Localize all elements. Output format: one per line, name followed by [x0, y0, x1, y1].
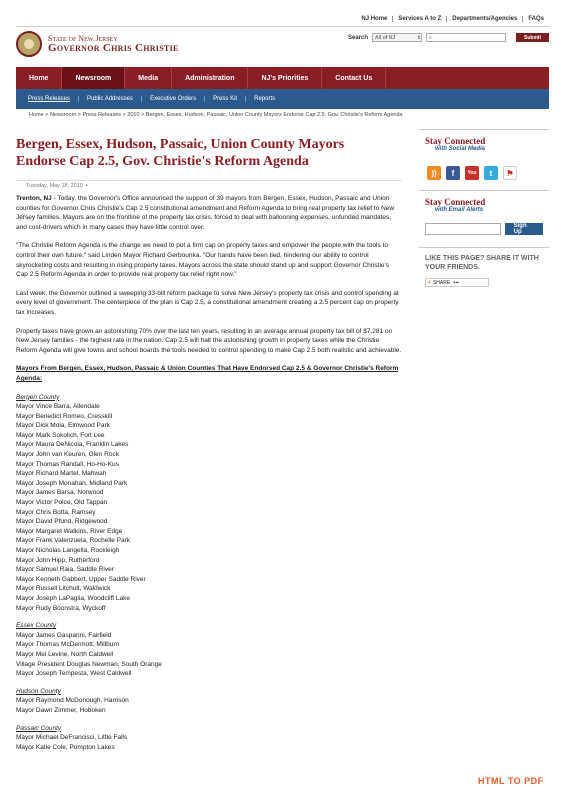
- page-title: Bergen, Essex, Hudson, Passaic, Union County Mayors Endorse Cap 2.5, Gov. Christie's Reform Agenda: [16, 137, 345, 169]
- county-lists: [16, 393, 402, 753]
- list-item: Mayor Michael DeFrancisci, Little Falls: [16, 734, 128, 742]
- list-item: Mayor James Barsa, Norwood: [16, 489, 104, 497]
- rss-icon[interactable]: )): [427, 166, 441, 180]
- list-item: Mayor Samuel Raia, Saddle River: [16, 566, 114, 574]
- county-heading: Passaic County: [16, 724, 62, 732]
- faqs-link[interactable]: FAQs: [522, 16, 549, 22]
- list-item: Mayor Thomas McDermott, Millburn: [16, 641, 120, 649]
- share-services-icon: ▪▪▪: [452, 279, 459, 286]
- list-item: Mayor Dick Mola, Elmwood Park: [16, 422, 110, 430]
- search-label: Search: [348, 34, 369, 41]
- sub-nav: [16, 89, 549, 109]
- nav-newsroom[interactable]: Newsroom: [62, 67, 125, 89]
- nav-administration[interactable]: Administration: [172, 67, 248, 89]
- main-nav: [16, 67, 549, 89]
- alerts-box: [419, 190, 549, 235]
- list-item: Mayor Margaret Watkins, River Edge: [16, 527, 123, 535]
- list-item: Mayor Mel Levine, North Caldwell: [16, 650, 114, 658]
- sign-up-button[interactable]: Sign Up: [505, 223, 543, 235]
- list-item: Mayor Dawn Zimmer, Hoboken: [16, 706, 106, 714]
- county-heading: Bergen County: [16, 393, 60, 401]
- nav-home[interactable]: Home: [16, 67, 62, 89]
- share-button[interactable]: [425, 278, 489, 287]
- site-header: [16, 26, 549, 60]
- list-item: Mayor Katie Cole, Pompton Lakes: [16, 743, 115, 751]
- social-icons: [425, 166, 543, 180]
- search-icon: ⌕: [429, 34, 432, 41]
- date-text: Tuesday, May 18, 2010: [26, 183, 83, 189]
- subnav-reports[interactable]: Reports: [245, 96, 283, 102]
- list-item: Mayor Victor Polce, Old Tappan: [16, 499, 108, 507]
- logo-governor: Governor Chris Christie: [48, 41, 179, 54]
- list-item: Mayor Nicholas Langella, Rockleigh: [16, 547, 120, 554]
- list-item: Mayor Maura DeNicola, Franklin Lakes: [16, 441, 129, 449]
- mayor-list: [16, 733, 402, 752]
- bullet-icon: •: [84, 183, 88, 189]
- html-to-pdf-watermark: HTML TO PDF: [478, 776, 544, 786]
- list-item: Mayor Russell Litchult, Waldwick: [16, 585, 111, 593]
- email-field[interactable]: [425, 223, 501, 235]
- alerts-title: Stay Connected: [425, 197, 486, 207]
- social-subtitle: with Social Media: [435, 146, 486, 152]
- facebook-icon[interactable]: f: [446, 166, 460, 180]
- list-item: Mayor Raymond McDonough, Harrison: [16, 697, 129, 705]
- logo-state: State of New Jersey: [48, 33, 118, 43]
- list-item: Mayor David Pfund, Ridgewood: [16, 518, 108, 526]
- share-prompt: LIKE THIS PAGE? SHARE IT WITH YOUR FRIENDS.: [425, 255, 539, 271]
- subnav-executive-orders[interactable]: Executive Orders: [141, 96, 204, 102]
- list-item: Mayor Joseph Tempesta, West Caldwell: [16, 670, 132, 678]
- subnav-public-addresses[interactable]: Public Addresses: [78, 96, 141, 102]
- article-main: [16, 126, 402, 760]
- nav-media[interactable]: Media: [125, 67, 172, 89]
- share-box: [419, 247, 549, 287]
- county-heading: Essex County: [16, 622, 57, 630]
- search-scope-value: All of NJ: [375, 34, 396, 41]
- search-input[interactable]: [426, 33, 506, 42]
- paragraph-4: Property taxes have grown an astonishing 70% over the last ten years, resulting in an average annual property tax bill of $7,281 on New Jersey families - the highest rate in the nation. Cap 2.5 will halt the astonishing growth in property taxes while the Christie Reform Agenda will give towns and school boards the tools needed to control spending to make Cap 2.5 both realistic and achievable.: [16, 327, 402, 354]
- twitter-icon[interactable]: t: [484, 166, 498, 180]
- dateline-location: Trenton, NJ: [16, 195, 52, 202]
- mayor-list: [16, 696, 402, 715]
- sidebar: [419, 129, 549, 287]
- nj-home-link[interactable]: NJ Home: [361, 16, 388, 22]
- list-item: Mayor Kenneth Gabbert, Upper Saddle River: [16, 575, 146, 583]
- search-bar: [348, 33, 549, 42]
- site-logo[interactable]: [16, 31, 179, 57]
- list-item: Mayor Joseph LaPaglia, Woodcliff Lake: [16, 594, 130, 602]
- state-seal-icon: [16, 31, 42, 57]
- list-item: Mayor Joseph Monahan, Midland Park: [16, 479, 128, 487]
- list-item: Mayor Rudy Boonstra, Wyckoff: [16, 604, 106, 612]
- search-scope-select[interactable]: [372, 33, 422, 42]
- subnav-press-releases[interactable]: Press Releases: [28, 96, 71, 102]
- share-label: SHARE: [432, 279, 451, 286]
- utility-links: [356, 16, 549, 22]
- county-heading: Hudson County: [16, 687, 61, 695]
- search-submit-button[interactable]: Submit: [516, 33, 549, 42]
- mayors-section-heading: Mayors From Bergen, Essex, Hudson, Passaic & Union Counties That Have Endorsed Cap 2.5 & Governor Christie's Reform Agenda:: [16, 365, 399, 382]
- nav-priorities[interactable]: NJ's Priorities: [248, 67, 322, 89]
- list-item: Mayor Frank Valenzuela, Rochelle Park: [16, 537, 131, 545]
- mayor-list: [16, 402, 402, 613]
- article-body: [16, 194, 402, 752]
- paragraph-3: Last week, the Governor outlined a sweeping 33-bill reform package to solve New Jersey's property tax crisis and control spending at every level of government. The centerpiece of the plan is Cap 2.5, a constitutional amendment creating a 2.5 percent cap on property tax increases.: [16, 289, 399, 316]
- list-item: Mayor Richard Martel, Mahwah: [16, 470, 107, 478]
- mayor-list: [16, 631, 402, 679]
- paragraph-1-text: - Today, the Governor's Office announced the support of 39 mayors from Bergen, Essex, Hudson, Passaic and Union counties for Governor Chris Christie's Cap 2.5 constitutional amendment and Reform Agenda to bring real property tax relief to New Jersey families. Mayors are on the frontline of the property tax crisis, forced to deal with ballooning expenses, unfunded mandates, and cost-drivers which in many cases they have little control over.: [16, 195, 395, 231]
- list-item: Mayor John van Keuren, Glen Rock: [16, 451, 119, 459]
- list-item: Village President Douglas Newman, South Orange: [16, 660, 162, 668]
- nav-contact[interactable]: Contact Us: [322, 67, 386, 89]
- article-date: [16, 180, 402, 189]
- departments-link[interactable]: Departments/Agencies: [446, 16, 522, 22]
- social-box: [419, 129, 549, 180]
- list-item: Mayor James Gasparini, Fairfield: [16, 631, 112, 639]
- flickr-icon[interactable]: ⚑: [503, 166, 517, 180]
- services-link[interactable]: Services A to Z: [392, 16, 446, 22]
- youtube-icon[interactable]: You: [465, 166, 479, 180]
- social-title: Stay Connected: [425, 136, 486, 146]
- list-item: Mayor Chris Botta, Ramsey: [16, 508, 96, 516]
- list-item: Mayor Mark Sokolich, Fort Lee: [16, 431, 105, 439]
- list-item: Mayor John Hipp, Rutherford: [16, 556, 100, 564]
- subnav-press-kit[interactable]: Press Kit: [204, 96, 245, 102]
- plus-icon: +: [428, 279, 431, 286]
- chevron-updown-icon: ⇕: [416, 34, 422, 41]
- list-item: Mayor Thomas Randall, Ho-Ho-Kus: [16, 460, 119, 468]
- paragraph-2: "The Christie Reform Agenda is the change we need to put a firm cap on property taxes and empower the people with the tools to control their own future," said Linden Mayor Richard Gerbounka. "Our hands have been tied, hindering our ability to control skyrocketing costs and resulting in rising property taxes. Mayors across the state should stand up and support Governor Christie's Cap 2.5 Reform Agenda in order to provide real property tax relief right now.": [16, 242, 390, 279]
- list-item: Mayor Vince Barra, Allendale: [16, 403, 100, 411]
- breadcrumb[interactable]: Home > Newsroom > Press Releases > 2010 > Bergen, Essex, Hudson, Passaic, Union County Mayors Endorse Cap 2.5, Gov. Christie's Reform Agenda: [29, 112, 403, 118]
- paragraph-1: [16, 194, 402, 232]
- alerts-subtitle: with Email Alerts: [435, 207, 484, 213]
- list-item: Mayor Benedict Romeo, Cresskill: [16, 412, 113, 420]
